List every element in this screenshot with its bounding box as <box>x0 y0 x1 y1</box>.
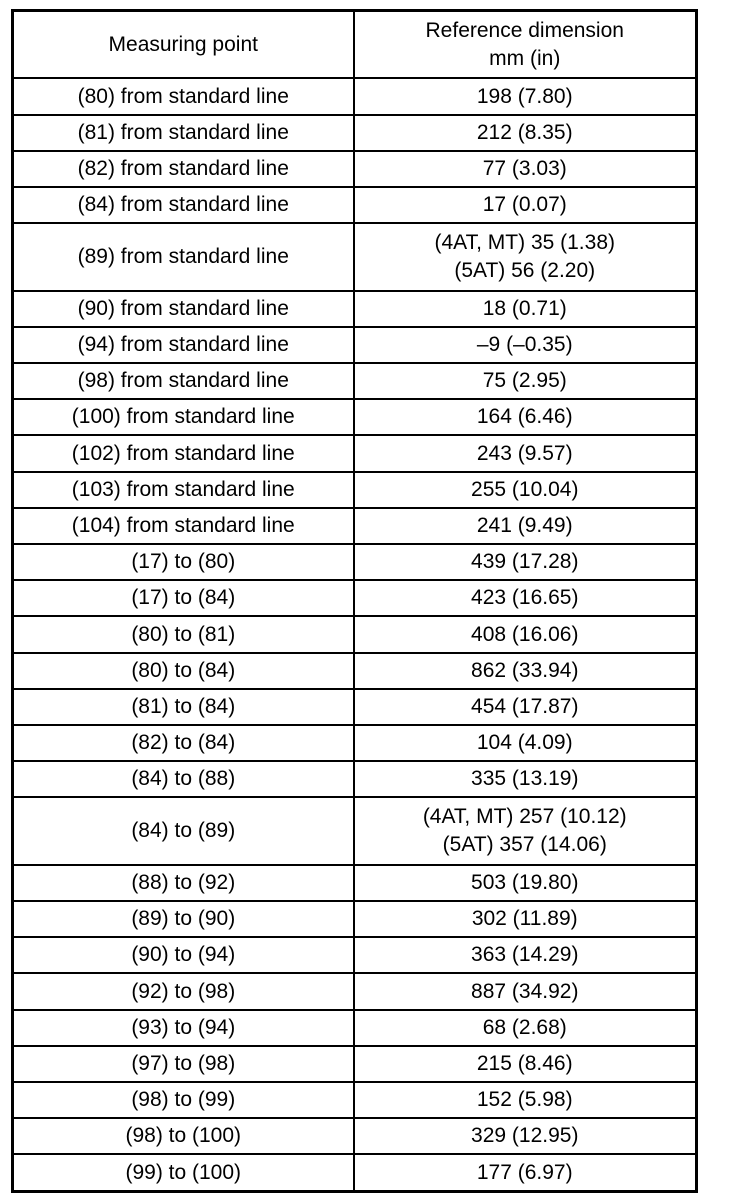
measuring-point-cell: (104) from standard line <box>13 508 354 544</box>
measuring-point-cell: (98) to (99) <box>13 1082 354 1118</box>
table-row <box>13 761 697 797</box>
reference-dimension-cell: 503 (19.80) <box>354 865 697 901</box>
table-row <box>13 580 697 616</box>
table-row <box>13 78 697 114</box>
reference-dimension-cell: 152 (5.98) <box>354 1082 697 1118</box>
reference-dimension-cell: 68 (2.68) <box>354 1010 697 1046</box>
measuring-point-cell: (92) to (98) <box>13 973 354 1009</box>
reference-dimension-cell: 363 (14.29) <box>354 937 697 973</box>
measuring-point-cell: (93) to (94) <box>13 1010 354 1046</box>
measuring-point-cell: (84) from standard line <box>13 187 354 223</box>
reference-dimension-cell: 75 (2.95) <box>354 363 697 399</box>
table-row <box>13 973 697 1009</box>
reference-dimension-cell: 439 (17.28) <box>354 544 697 580</box>
table-body <box>13 11 697 1192</box>
table-row <box>13 399 697 435</box>
table-row <box>13 544 697 580</box>
reference-dimension-cell: 77 (3.03) <box>354 151 697 187</box>
table-row <box>13 725 697 761</box>
reference-dimension-cell: 241 (9.49) <box>354 508 697 544</box>
reference-dimension-cell <box>354 223 697 290</box>
table-row <box>13 327 697 363</box>
reference-dimension-cell: 17 (0.07) <box>354 187 697 223</box>
table-row <box>13 616 697 652</box>
reference-dimension-cell: 302 (11.89) <box>354 901 697 937</box>
reference-dimension-cell: 329 (12.95) <box>354 1118 697 1154</box>
measuring-point-cell: (98) from standard line <box>13 363 354 399</box>
reference-dimension-cell: 862 (33.94) <box>354 653 697 689</box>
reference-dimension-cell: –9 (–0.35) <box>354 327 697 363</box>
reference-dimension-cell: 887 (34.92) <box>354 973 697 1009</box>
measuring-point-cell: (99) to (100) <box>13 1154 354 1191</box>
reference-dimension-line: (4AT, MT) 35 (1.38) <box>434 230 615 254</box>
table-row <box>13 472 697 508</box>
measuring-point-cell: (80) from standard line <box>13 78 354 114</box>
measuring-point-cell: (97) to (98) <box>13 1046 354 1082</box>
table-row <box>13 223 697 290</box>
table-row <box>13 689 697 725</box>
reference-dimension-cell: 255 (10.04) <box>354 472 697 508</box>
measuring-point-cell: (80) to (81) <box>13 616 354 652</box>
reference-dimension-cell: 18 (0.71) <box>354 291 697 327</box>
measuring-point-cell: (82) from standard line <box>13 151 354 187</box>
table-row <box>13 151 697 187</box>
measuring-point-cell: (84) to (89) <box>13 797 354 864</box>
reference-dimension-table <box>11 9 698 1193</box>
table-row <box>13 1154 697 1191</box>
table-row <box>13 1046 697 1082</box>
reference-dimension-cell: 454 (17.87) <box>354 689 697 725</box>
reference-dimension-cell: 335 (13.19) <box>354 761 697 797</box>
reference-dimension-cell: 215 (8.46) <box>354 1046 697 1082</box>
table-row <box>13 435 697 471</box>
table-row <box>13 901 697 937</box>
reference-dimension-cell: 408 (16.06) <box>354 616 697 652</box>
measuring-point-cell: (89) from standard line <box>13 223 354 290</box>
measuring-point-cell: (88) to (92) <box>13 865 354 901</box>
reference-dimension-cell: 423 (16.65) <box>354 580 697 616</box>
reference-dimension-cell: 212 (8.35) <box>354 115 697 151</box>
measuring-point-cell: (90) to (94) <box>13 937 354 973</box>
table-row <box>13 1082 697 1118</box>
measuring-point-cell: (81) from standard line <box>13 115 354 151</box>
reference-dimension-table-wrapper <box>11 9 695 1193</box>
measuring-point-cell: (102) from standard line <box>13 435 354 471</box>
reference-dimension-cell: 243 (9.57) <box>354 435 697 471</box>
reference-dimension-cell: 104 (4.09) <box>354 725 697 761</box>
table-row <box>13 363 697 399</box>
measuring-point-cell: (81) to (84) <box>13 689 354 725</box>
reference-dimension-line: (4AT, MT) 257 (10.12) <box>422 805 627 829</box>
measuring-point-cell: (94) from standard line <box>13 327 354 363</box>
table-row <box>13 797 697 864</box>
measuring-point-cell: (84) to (88) <box>13 761 354 797</box>
measuring-point-cell: (89) to (90) <box>13 901 354 937</box>
reference-dimension-cell: 177 (6.97) <box>354 1154 697 1191</box>
measuring-point-cell: (80) to (84) <box>13 653 354 689</box>
reference-dimension-line: (5AT) 357 (14.06) <box>442 833 607 857</box>
table-row <box>13 1118 697 1154</box>
table-row <box>13 115 697 151</box>
measuring-point-cell: (100) from standard line <box>13 399 354 435</box>
table-row <box>13 187 697 223</box>
measuring-point-cell: (82) to (84) <box>13 725 354 761</box>
table-row <box>13 865 697 901</box>
table-row <box>13 1010 697 1046</box>
measuring-point-cell: (17) to (80) <box>13 544 354 580</box>
measuring-point-cell: (17) to (84) <box>13 580 354 616</box>
header-unit-label: mm (in) <box>489 46 561 70</box>
table-row <box>13 291 697 327</box>
reference-dimension-cell <box>354 797 697 864</box>
table-row <box>13 508 697 544</box>
measuring-point-cell: (103) from standard line <box>13 472 354 508</box>
reference-dimension-line: (5AT) 56 (2.20) <box>454 258 596 282</box>
header-reference-dimension <box>354 11 697 79</box>
reference-dimension-cell: 198 (7.80) <box>354 78 697 114</box>
header-measuring-point: Measuring point <box>13 11 354 79</box>
table-header-row <box>13 11 697 79</box>
measuring-point-cell: (98) to (100) <box>13 1118 354 1154</box>
table-row <box>13 653 697 689</box>
reference-dimension-cell: 164 (6.46) <box>354 399 697 435</box>
table-row <box>13 937 697 973</box>
measuring-point-cell: (90) from standard line <box>13 291 354 327</box>
header-reference-dimension-label: Reference dimension <box>425 18 624 42</box>
